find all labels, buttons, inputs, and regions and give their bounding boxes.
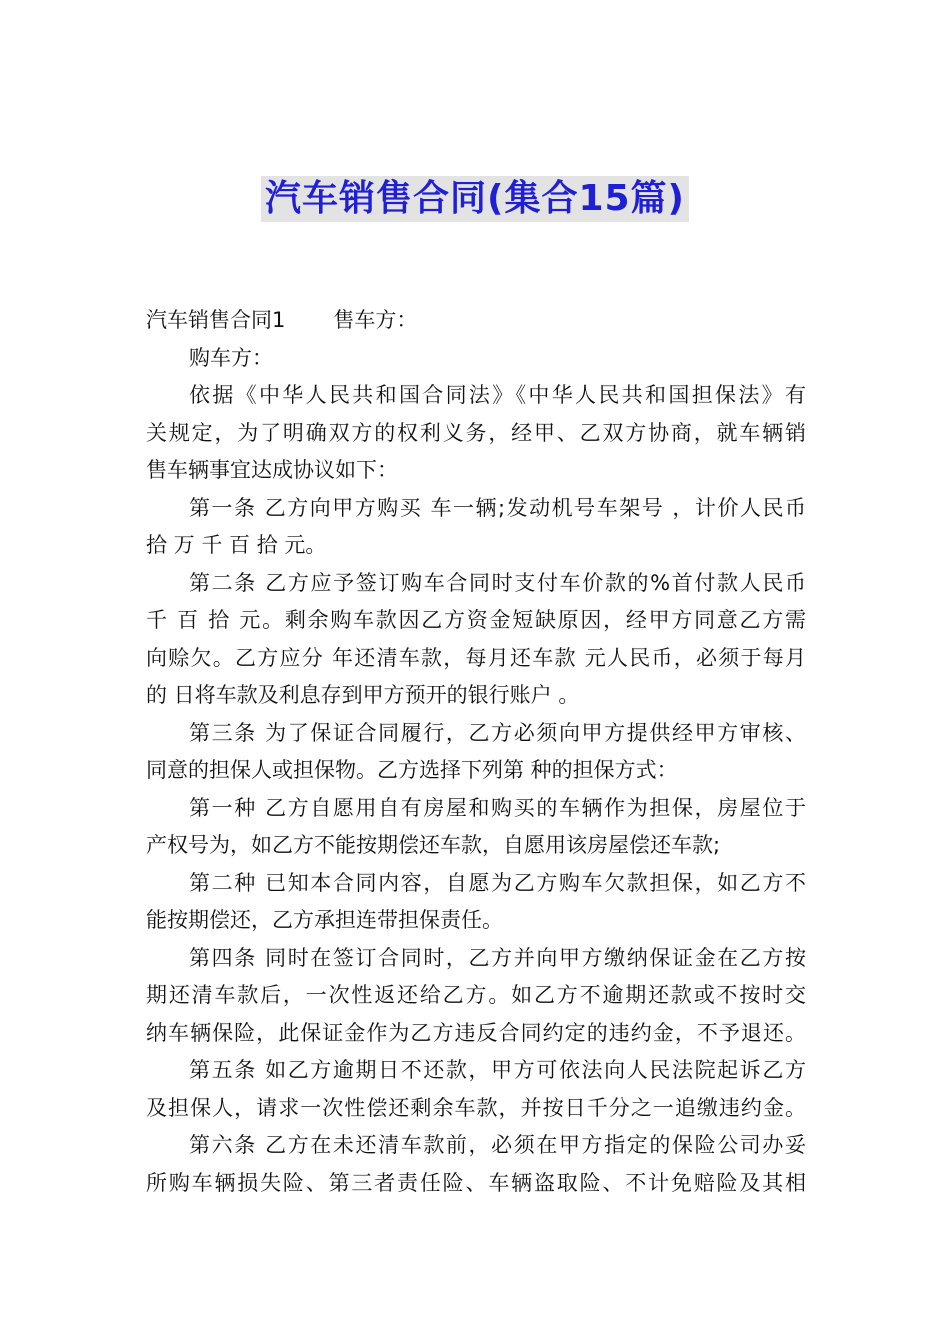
paragraph-line: 第五条 如乙方逾期日不还款，甲方可依法向人民法院起诉乙方 (189, 1058, 806, 1082)
paragraph-line: 期还清车款后，一次性返还给乙方。如乙方不逾期还款或不按时交 (146, 983, 806, 1007)
paragraph-line: 及担保人，请求一次性偿还剩余车款，并按日千分之一追缴违约金。 (146, 1095, 806, 1120)
paragraph-line: 拾 万 千 百 拾 元。 (146, 533, 327, 557)
paragraph-line: 第三条 为了保证合同履行，乙方必须向甲方提供经甲方审核、 (189, 720, 806, 745)
contract-heading: 汽车销售合同1 (146, 308, 286, 332)
paragraph-line: 第一种 乙方自愿用自有房屋和购买的车辆作为担保，房屋位于 (189, 795, 806, 820)
paragraph-line: 同意的担保人或担保物。乙方选择下列第 种的担保方式： (146, 758, 678, 782)
paragraph-line-heading (146, 302, 806, 340)
paragraph-line: 能按期偿还，乙方承担连带担保责任。 (146, 908, 503, 932)
paragraph-line: 的 日将车款及利息存到甲方预开的银行账户 。 (146, 683, 580, 707)
paragraph-line: 向赊欠。乙方应分 年还清车款，每月还车款 元人民币，必须于每月 (146, 645, 806, 670)
paragraph-line: 依据《中华人民共和国合同法》《中华人民共和国担保法》有 (189, 383, 806, 407)
paragraph-line: 第四条 同时在签订合同时，乙方并向甲方缴纳保证金在乙方按 (189, 945, 806, 970)
paragraph-line: 第一条 乙方向甲方购买 车一辆;发动机号车架号 ，计价人民币 (189, 495, 806, 520)
paragraph-line: 售车辆事宜达成协议如下： (146, 458, 398, 482)
paragraph-line: 购车方： (189, 345, 273, 370)
paragraph-line: 第二种 已知本合同内容，自愿为乙方购车欠款担保，如乙方不 (189, 870, 806, 895)
paragraph-line: 第六条 乙方在未还清车款前，必须在甲方指定的保险公司办妥 (189, 1133, 806, 1157)
paragraph-line: 纳车辆保险，此保证金作为乙方违反合同约定的违约金，不予退还。 (146, 1020, 806, 1045)
paragraph-line: 千 百 拾 元。剩余购车款因乙方资金短缺原因，经甲方同意乙方需 (146, 608, 806, 632)
seller-label: 售车方： (333, 308, 418, 332)
paragraph-line: 关规定，为了明确双方的权利义务，经甲、乙双方协商，就车辆销 (146, 420, 806, 445)
paragraph-line: 所购车辆损失险、第三者责任险、车辆盗取险、不计免赔险及其相 (146, 1170, 806, 1195)
title-block (0, 176, 950, 222)
paragraph-line: 第二条 乙方应予签订购车合同时支付车价款的%首付款人民币 (189, 570, 806, 595)
paragraph-line: 产权号为，如乙方不能按期偿还车款，自愿用该房屋偿还车款; (146, 833, 721, 857)
document-title: 汽车销售合同(集合15篇) (261, 176, 689, 222)
document-body (146, 302, 806, 1202)
